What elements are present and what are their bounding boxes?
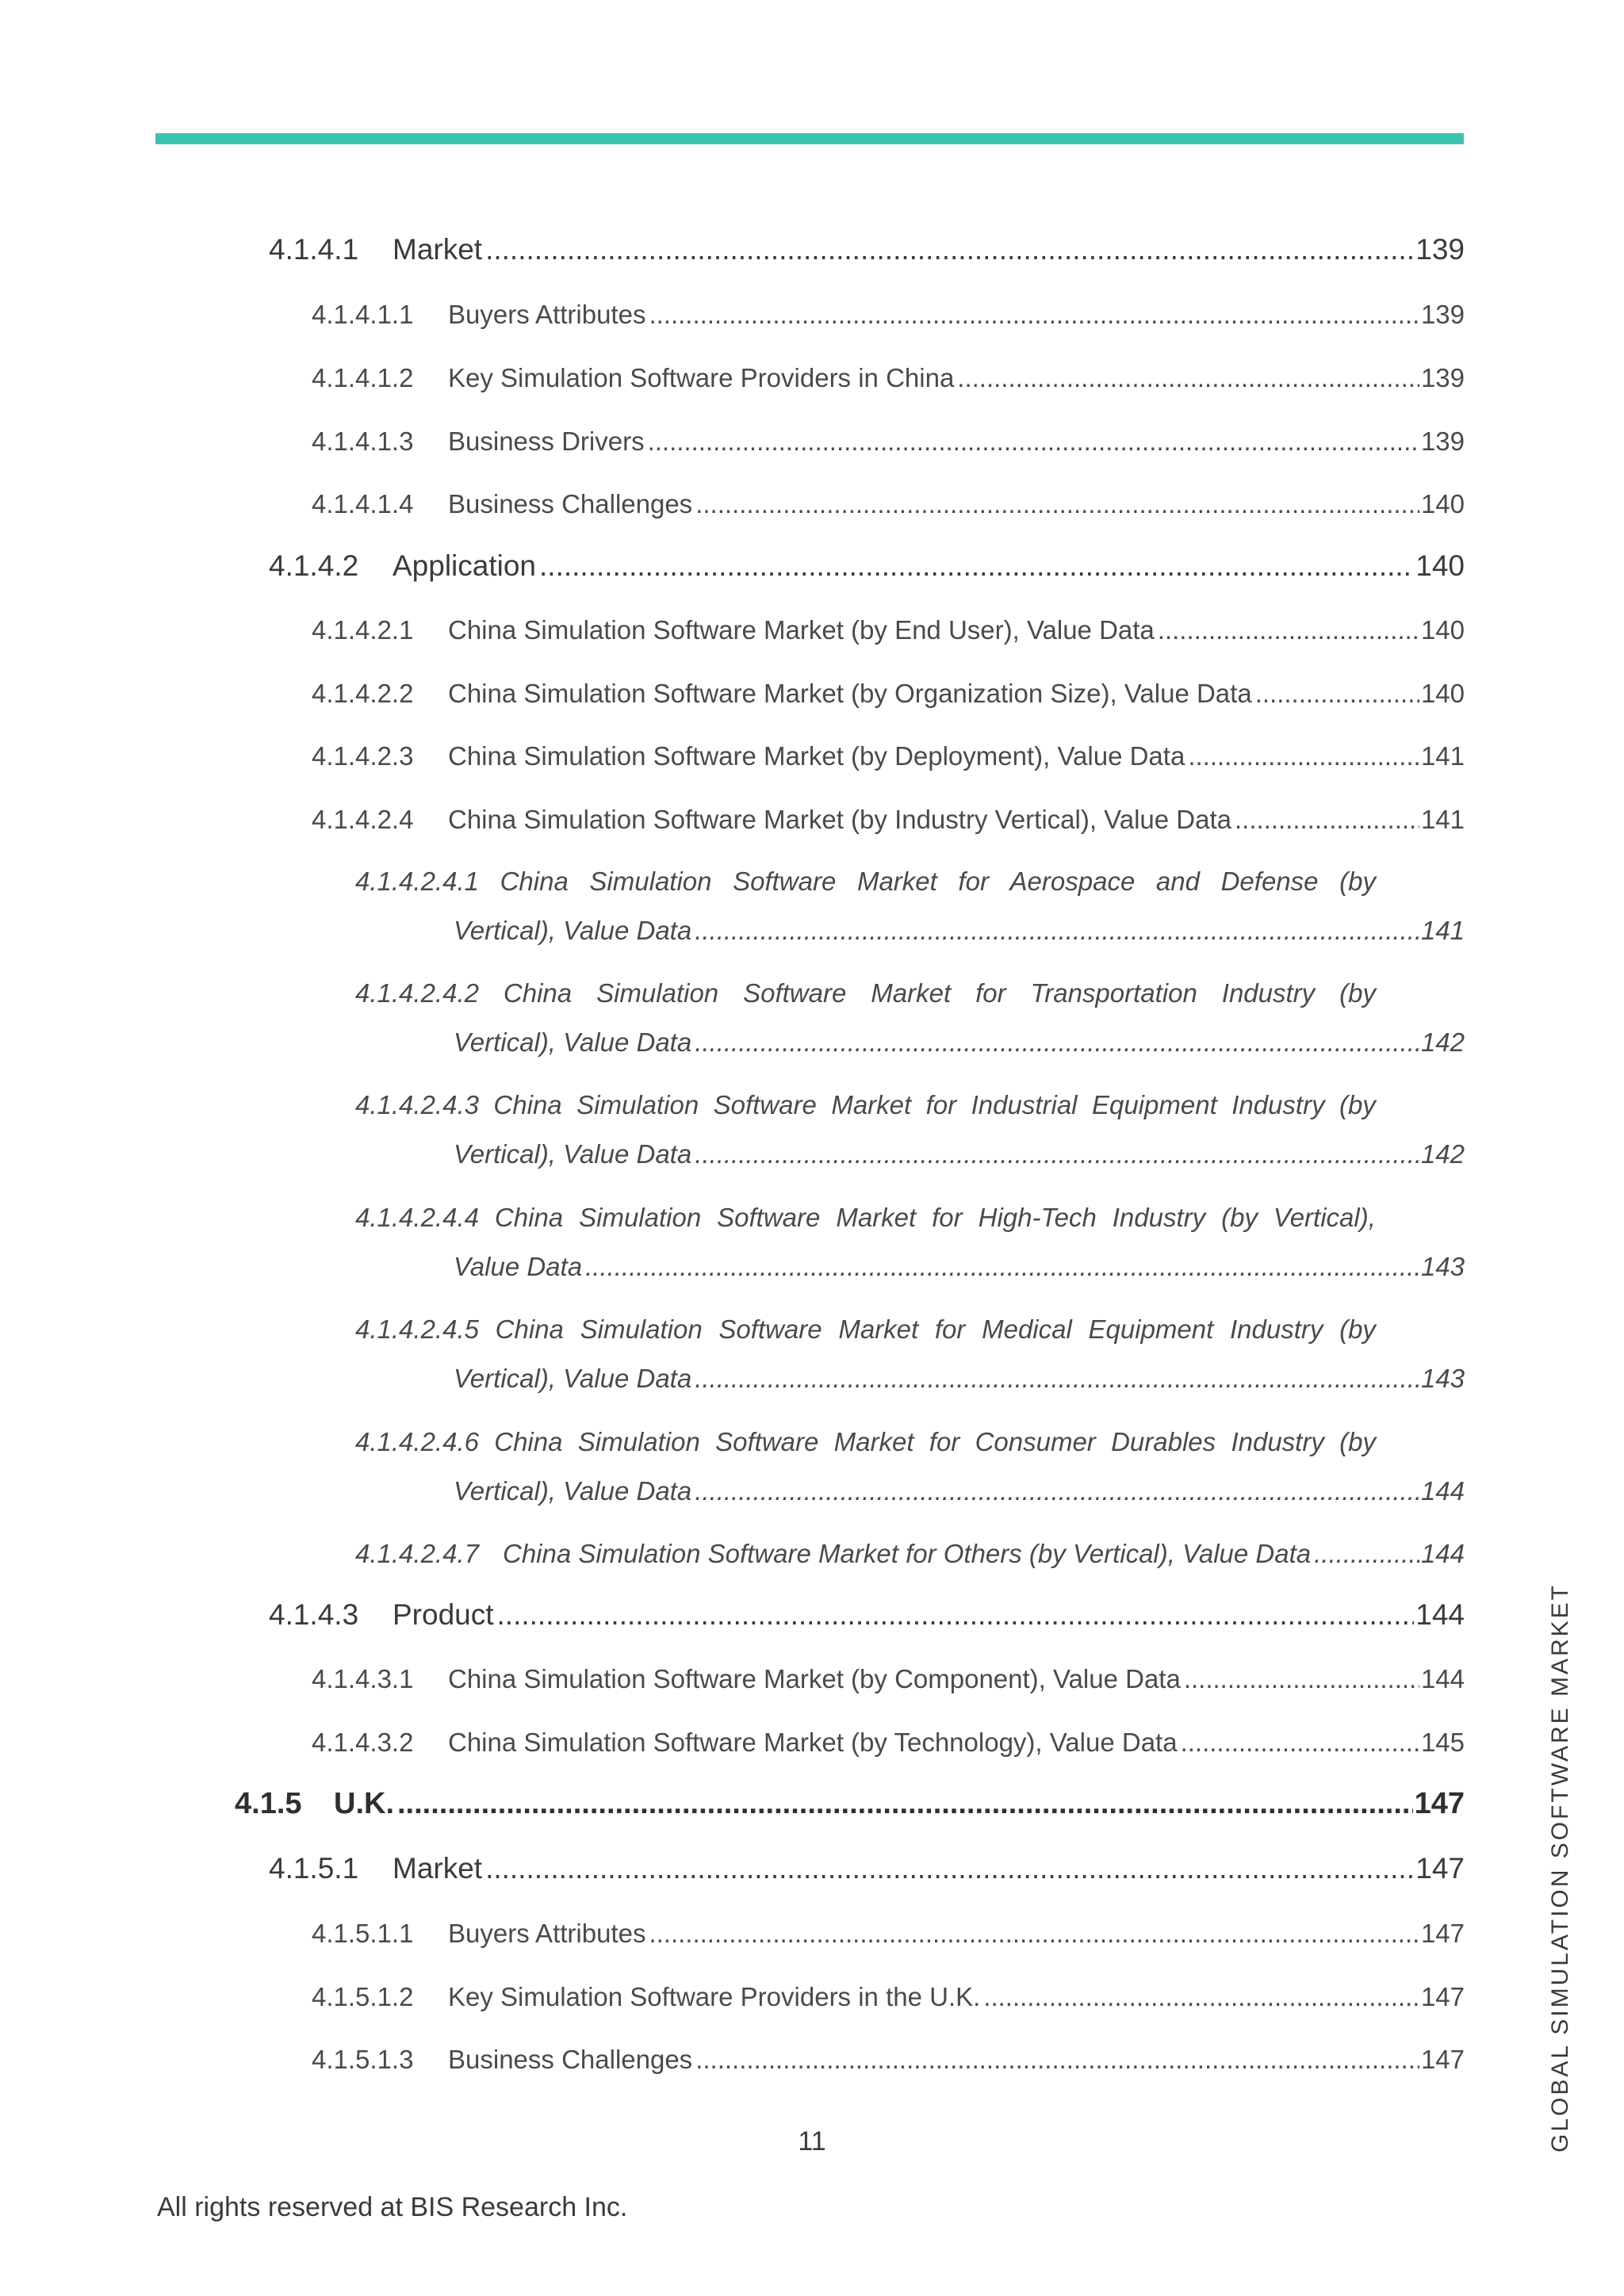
toc-entry-first-line xyxy=(355,978,1376,1008)
toc-entry-number: 4.1.4.2.4.2 xyxy=(355,978,479,1008)
toc-entry-title: China Simulation Software Market (by End User), Value Data xyxy=(448,615,1155,645)
toc-entry-page: 141 xyxy=(1420,805,1465,834)
toc-entry-title: Product xyxy=(393,1598,494,1631)
toc-entry[interactable] xyxy=(312,300,1465,330)
toc-entry[interactable] xyxy=(312,741,1465,771)
dot-leader xyxy=(983,1982,1419,2012)
title-word: Market xyxy=(833,1427,914,1456)
toc-entry-page: 139 xyxy=(1420,427,1465,456)
title-word: Market xyxy=(831,1090,912,1119)
toc-entry-number: 4.1.4.2 xyxy=(269,549,359,582)
title-word: Transportation xyxy=(1030,978,1197,1008)
toc-entry-number: 4.1.4.2.4.4 xyxy=(355,1203,479,1232)
toc-entry-title: Application xyxy=(393,549,537,582)
toc-entry-number: 4.1.5.1.1 xyxy=(312,1919,414,1948)
toc-entry-first-line xyxy=(355,1314,1376,1345)
toc-entry-number: 4.1.4.3.2 xyxy=(312,1728,414,1757)
footer-copyright: All rights reserved at BIS Research Inc. xyxy=(157,2192,628,2222)
toc-entry-title-continued: Vertical), Value Data xyxy=(454,916,692,945)
toc-entry-page: 143 xyxy=(1420,1252,1465,1281)
toc-entry-title: Key Simulation Software Providers in China xyxy=(448,363,955,392)
toc-entry-page: 139 xyxy=(1420,363,1465,392)
toc-entry[interactable] xyxy=(355,867,1465,946)
toc-entry-page: 147 xyxy=(1420,1982,1465,2011)
title-word: (by xyxy=(1339,1090,1376,1119)
title-word: Aerospace xyxy=(1009,867,1136,896)
title-word: Industry xyxy=(1230,1314,1323,1344)
dot-leader xyxy=(695,2045,1419,2075)
toc-entry-title: Market xyxy=(393,233,483,266)
toc-entry-number: 4.1.4.2.4.1 xyxy=(355,867,479,896)
title-word: for xyxy=(975,978,1006,1008)
toc-entry-first-line xyxy=(355,1090,1376,1120)
toc-entry[interactable] xyxy=(355,1203,1465,1282)
toc-entry-title-continued: Vertical), Value Data xyxy=(454,1364,692,1393)
toc-entry-number: 4.1.4.2.2 xyxy=(312,679,414,708)
toc-entry-number: 4.1.4.1.3 xyxy=(312,427,414,456)
toc-entry[interactable] xyxy=(312,1919,1465,1949)
toc-entry[interactable] xyxy=(355,1539,1465,1569)
toc-entry-page: 144 xyxy=(1415,1598,1465,1631)
toc-entry-page: 147 xyxy=(1420,2045,1465,2074)
dot-leader xyxy=(1235,805,1419,835)
toc-entry-title: China Simulation Software Market (by Organization Size), Value Data xyxy=(448,679,1252,708)
toc-entry-page: 147 xyxy=(1420,1919,1465,1948)
dot-leader xyxy=(957,363,1419,393)
toc-entry-number: 4.1.4.3.1 xyxy=(312,1664,414,1693)
toc-entry-title-continued: Value Data xyxy=(454,1252,583,1281)
toc-entry-title: China Simulation Software Market (by Deployment), Value Data xyxy=(448,741,1185,771)
dot-leader xyxy=(695,1027,1419,1058)
toc-entry-number: 4.1.4.2.4.6 xyxy=(355,1427,479,1456)
dot-leader xyxy=(695,489,1419,519)
toc-entry-title: Business Drivers xyxy=(448,427,645,456)
title-word: Simulation xyxy=(596,978,719,1008)
toc-entry-page: 144 xyxy=(1420,1476,1465,1506)
title-word: Simulation xyxy=(579,1203,702,1232)
dot-leader xyxy=(648,427,1419,457)
title-word: (by xyxy=(1221,1203,1258,1232)
toc-entry-second-line xyxy=(454,916,1465,946)
toc-entry-number: 4.1.4.2.3 xyxy=(312,741,414,771)
toc-entry-page: 142 xyxy=(1420,1139,1465,1169)
toc-entry-page: 147 xyxy=(1415,1852,1465,1885)
toc-entry-page: 145 xyxy=(1420,1728,1465,1757)
toc-entry[interactable] xyxy=(312,1728,1465,1758)
toc-entry[interactable] xyxy=(235,1787,1465,1821)
dot-leader xyxy=(649,300,1419,330)
page-number: 11 xyxy=(798,2126,826,2156)
title-word: Durables xyxy=(1111,1427,1216,1456)
title-word: Software xyxy=(743,978,847,1008)
dot-leader xyxy=(649,1919,1419,1949)
title-word: China xyxy=(500,867,569,896)
toc-entry-page: 139 xyxy=(1415,233,1465,266)
title-word: Market xyxy=(838,1314,919,1344)
toc-entry-page: 139 xyxy=(1420,300,1465,329)
toc-entry-page: 144 xyxy=(1420,1664,1465,1693)
title-word: Market xyxy=(871,978,952,1008)
toc-entry-title: Business Challenges xyxy=(448,2045,693,2074)
toc-entry-title: Buyers Attributes xyxy=(448,300,646,329)
toc-entry-second-line xyxy=(454,1364,1465,1394)
dot-leader xyxy=(1314,1539,1419,1569)
toc-entry[interactable] xyxy=(312,805,1465,835)
title-word: Software xyxy=(713,1090,817,1119)
toc-entry[interactable] xyxy=(269,1852,1465,1885)
toc-entry-number: 4.1.4.2.4.7 xyxy=(355,1539,479,1568)
toc-entry-title-continued: Vertical), Value Data xyxy=(454,1139,692,1169)
title-word: for xyxy=(932,1203,963,1232)
toc-entry-page: 141 xyxy=(1420,916,1465,945)
toc-entry[interactable] xyxy=(269,233,1465,266)
title-word: Market xyxy=(856,867,937,896)
toc-entry-first-line xyxy=(355,867,1376,897)
title-word: for xyxy=(929,1427,960,1456)
title-word: Industry xyxy=(1112,1203,1206,1232)
toc-entry[interactable] xyxy=(269,549,1465,583)
toc-entry[interactable] xyxy=(355,1314,1465,1394)
toc-entry-page: 143 xyxy=(1420,1364,1465,1393)
toc-entry-number: 4.1.5.1.2 xyxy=(312,1982,414,2011)
toc-entry[interactable] xyxy=(312,2045,1465,2075)
toc-entry[interactable] xyxy=(355,978,1465,1058)
title-word: Defense xyxy=(1220,867,1319,896)
dot-leader xyxy=(1158,615,1419,645)
toc-entry-title: China Simulation Software Market (by Technology), Value Data xyxy=(448,1728,1178,1757)
title-word: Simulation xyxy=(576,1090,699,1119)
toc-entry-second-line xyxy=(454,1252,1465,1282)
title-word: Equipment xyxy=(1088,1314,1214,1344)
title-word: Industry xyxy=(1231,1090,1325,1119)
title-word: Software xyxy=(715,1427,819,1456)
toc-entry[interactable] xyxy=(269,1598,1465,1632)
toc-entry-number: 4.1.4.2.1 xyxy=(312,615,414,645)
title-word: China xyxy=(494,1427,563,1456)
title-word: Simulation xyxy=(577,1427,700,1456)
toc-entry-page: 140 xyxy=(1420,489,1465,519)
toc-entry-title: Market xyxy=(393,1852,483,1885)
toc-entry-title: China Simulation Software Market (by Industry Vertical), Value Data xyxy=(448,805,1231,834)
title-word: China xyxy=(495,1314,564,1344)
toc-entry-first-line xyxy=(355,1203,1376,1233)
toc-entry-page: 144 xyxy=(1420,1539,1465,1568)
toc-entry-number: 4.1.4.2.4 xyxy=(312,805,414,834)
toc-entry-second-line xyxy=(454,1476,1465,1506)
title-word: for xyxy=(934,1314,966,1344)
title-word: Software xyxy=(717,1203,821,1232)
dot-leader xyxy=(695,1364,1419,1394)
title-word: China xyxy=(494,1203,564,1232)
dot-leader xyxy=(695,916,1419,946)
toc-entry-title: U.K. xyxy=(334,1787,394,1820)
toc-entry[interactable] xyxy=(312,679,1465,709)
title-word: Vertical), xyxy=(1273,1203,1376,1232)
toc-entry-page: 141 xyxy=(1420,741,1465,771)
toc-entry[interactable] xyxy=(312,615,1465,645)
toc-entry-number: 4.1.4.1.1 xyxy=(312,300,414,329)
toc-entry-number: 4.1.5 xyxy=(235,1787,302,1820)
title-word: (by xyxy=(1339,978,1376,1008)
toc-entry-number: 4.1.4.1.2 xyxy=(312,363,414,392)
title-word: China xyxy=(493,1090,562,1119)
toc-entry[interactable] xyxy=(312,1982,1465,2012)
title-word: Industrial xyxy=(971,1090,1078,1119)
toc-entry[interactable] xyxy=(312,489,1465,519)
toc-entry-number: 4.1.4.2.4.5 xyxy=(355,1314,479,1344)
toc-entry[interactable] xyxy=(355,1427,1465,1506)
toc-entry-page: 142 xyxy=(1420,1027,1465,1057)
toc-entry[interactable] xyxy=(312,427,1465,457)
dot-leader xyxy=(485,233,1414,266)
title-word: Software xyxy=(718,1314,822,1344)
toc-entry-title-continued: Vertical), Value Data xyxy=(454,1476,692,1506)
title-word: China xyxy=(503,978,573,1008)
toc-entry-title: China Simulation Software Market for Others (by Vertical), Value Data xyxy=(503,1539,1312,1568)
toc-entry[interactable] xyxy=(312,1664,1465,1694)
title-word: (by xyxy=(1339,1314,1376,1344)
title-word: Market xyxy=(836,1203,917,1232)
dot-leader xyxy=(497,1598,1415,1632)
toc-entry-title: Key Simulation Software Providers in the U.K. xyxy=(448,1982,981,2011)
toc-entry-title-continued: Vertical), Value Data xyxy=(454,1027,692,1057)
title-word: Medical xyxy=(982,1314,1072,1344)
title-word: and xyxy=(1155,867,1200,896)
toc-entry-number: 4.1.4.3 xyxy=(269,1598,359,1631)
title-word: Industry xyxy=(1221,978,1316,1008)
toc-entry-page: 140 xyxy=(1415,549,1465,582)
dot-leader xyxy=(539,549,1414,583)
dot-leader xyxy=(1188,741,1419,771)
title-word: Industry xyxy=(1231,1427,1324,1456)
toc-entry-number: 4.1.5.1 xyxy=(269,1852,359,1885)
title-word: Simulation xyxy=(580,1314,703,1344)
dot-leader xyxy=(695,1476,1419,1506)
toc-entry-number: 4.1.4.1 xyxy=(269,233,359,266)
title-word: Consumer xyxy=(975,1427,1096,1456)
side-running-title: GLOBAL SIMULATION SOFTWARE MARKET xyxy=(1547,1583,1573,2152)
toc-entry-first-line xyxy=(355,1427,1376,1457)
title-word: (by xyxy=(1339,1427,1376,1456)
title-word: for xyxy=(958,867,989,896)
dot-leader xyxy=(397,1787,1413,1821)
title-word: High-Tech xyxy=(978,1203,1097,1232)
toc-entry-page: 140 xyxy=(1420,679,1465,708)
toc-entry-title: Buyers Attributes xyxy=(448,1919,646,1948)
toc-entry[interactable] xyxy=(312,363,1465,393)
dot-leader xyxy=(585,1252,1419,1282)
dot-leader xyxy=(695,1139,1419,1169)
toc-entry-number: 4.1.4.2.4.3 xyxy=(355,1090,479,1119)
toc-entry-second-line xyxy=(454,1139,1465,1169)
toc-entry-page: 140 xyxy=(1420,615,1465,645)
title-word: for xyxy=(925,1090,957,1119)
title-word: Software xyxy=(733,867,837,896)
toc-entry-number: 4.1.5.1.3 xyxy=(312,2045,414,2074)
toc-entry-number: 4.1.4.1.4 xyxy=(312,489,414,519)
toc-entry-second-line xyxy=(454,1027,1465,1058)
dot-leader xyxy=(1184,1664,1419,1694)
toc-entry-page: 147 xyxy=(1414,1787,1465,1820)
title-word: Simulation xyxy=(589,867,712,896)
dot-leader xyxy=(1255,679,1419,709)
dot-leader xyxy=(485,1852,1414,1885)
toc-entry[interactable] xyxy=(355,1090,1465,1169)
dot-leader xyxy=(1181,1728,1419,1758)
title-word: (by xyxy=(1339,867,1376,896)
title-word: Equipment xyxy=(1091,1090,1217,1119)
toc-entry-title: China Simulation Software Market (by Component), Value Data xyxy=(448,1664,1181,1693)
toc-entry-title: Business Challenges xyxy=(448,489,693,519)
